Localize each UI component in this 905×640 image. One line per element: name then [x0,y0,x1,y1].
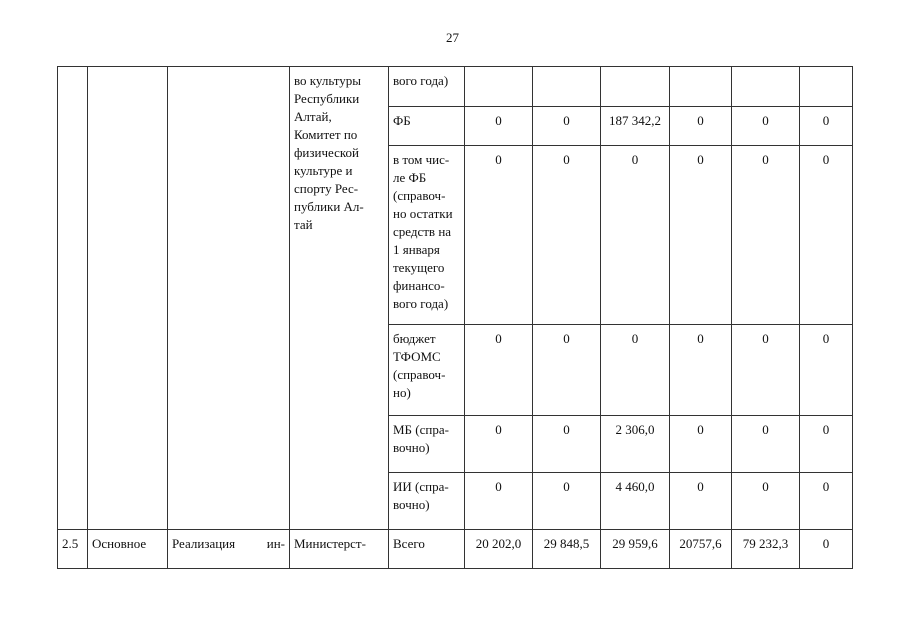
cell-value [465,67,533,107]
cell-source: бюджет ТФОМС (справоч- но) [389,325,465,416]
cell-source: вого года) [389,67,465,107]
page-number: 27 [446,30,459,45]
cell-value: 0 [732,325,800,416]
cell-value [601,67,670,107]
cell-value: 2 306,0 [601,416,670,473]
cell-value: 20 202,0 [465,530,533,569]
cell-value: 0 [800,473,853,530]
cell-responsible-continued: во культуры Республики Алтай, Комитет по физической культуре и спорту Рес- публики Ал- тай [290,67,389,530]
cell-value: 0 [601,146,670,325]
cell-value: 0 [601,325,670,416]
cell-number-continued [58,67,88,530]
cell-responsible: Министерст- [290,530,389,569]
event-name-right: ин- [266,536,285,551]
cell-value: 0 [732,146,800,325]
cell-type-continued [88,67,168,530]
cell-value: 0 [670,416,732,473]
cell-source: Всего [389,530,465,569]
cell-value: 0 [533,416,601,473]
cell-value [670,67,732,107]
table-row [58,530,853,569]
cell-value [800,67,853,107]
cell-value: 0 [670,107,732,146]
cell-value: 0 [533,146,601,325]
cell-event-type: Основное [88,530,168,569]
cell-source: в том чис- ле ФБ (справоч- но остатки средств на 1 января текущего финансо- вого года) [389,146,465,325]
cell-value: 79 232,3 [732,530,800,569]
cell-value: 0 [800,107,853,146]
cell-value: 0 [670,325,732,416]
cell-value: 0 [670,473,732,530]
table-row [58,67,853,107]
cell-value: 0 [465,325,533,416]
cell-value: 0 [465,146,533,325]
cell-value: 0 [800,146,853,325]
cell-value: 0 [533,107,601,146]
cell-value: 187 342,2 [601,107,670,146]
event-name-left: Реализация [172,536,236,551]
cell-value: 4 460,0 [601,473,670,530]
cell-value: 29 959,6 [601,530,670,569]
cell-source: ИИ (спра- вочно) [389,473,465,530]
cell-value: 0 [732,473,800,530]
cell-value: 0 [533,325,601,416]
cell-value: 0 [465,473,533,530]
cell-value [732,67,800,107]
cell-value: 0 [800,325,853,416]
cell-value: 0 [533,473,601,530]
cell-source: МБ (спра- вочно) [389,416,465,473]
cell-row-number: 2.5 [58,530,88,569]
cell-source: ФБ [389,107,465,146]
cell-value: 0 [465,107,533,146]
cell-value: 0 [732,107,800,146]
cell-value [533,67,601,107]
cell-value: 0 [800,530,853,569]
budget-table [57,66,853,569]
cell-value: 0 [670,146,732,325]
cell-value: 29 848,5 [533,530,601,569]
cell-value: 0 [732,416,800,473]
cell-event-name [168,530,290,569]
cell-name-continued [168,67,290,530]
cell-value: 0 [465,416,533,473]
cell-value: 20757,6 [670,530,732,569]
cell-value: 0 [800,416,853,473]
